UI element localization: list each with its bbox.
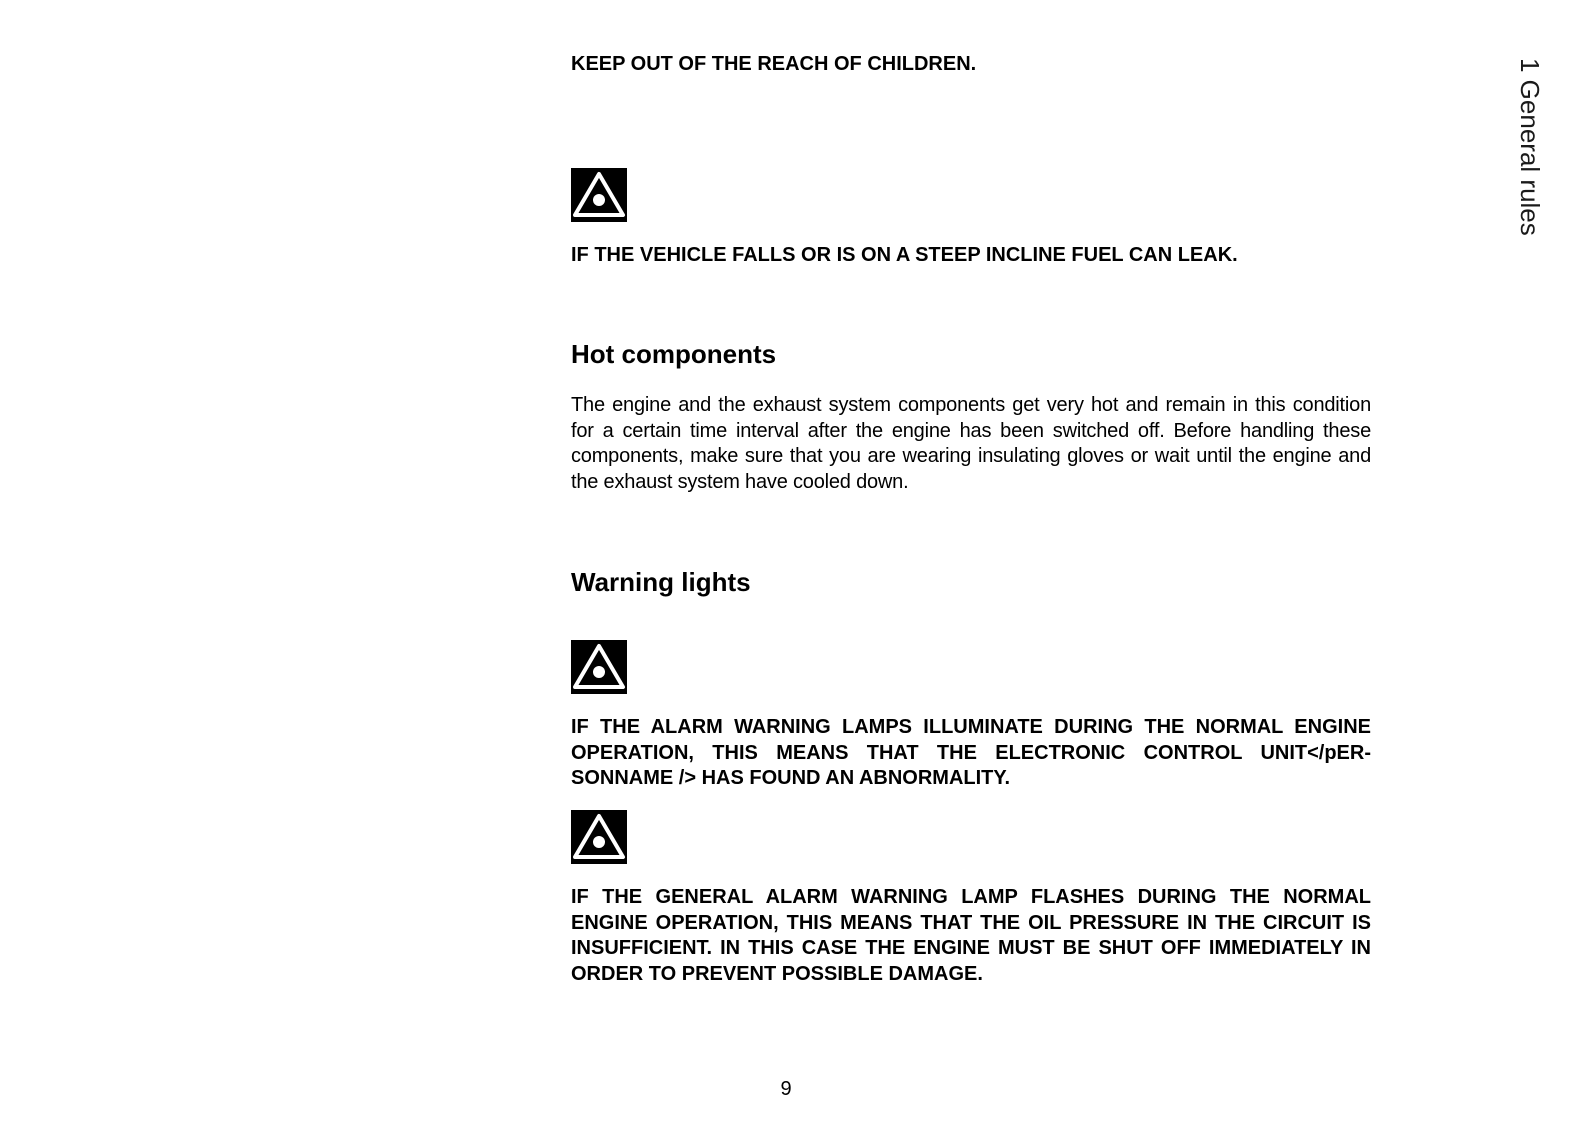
- warning-triangle-icon: [571, 640, 627, 694]
- warning-lights-section: [571, 567, 1371, 597]
- page-number: 9: [780, 1078, 792, 1100]
- children-warning-text: KEEP OUT OF THE REACH OF CHILDREN.: [571, 53, 977, 75]
- chapter-side-label: 1 General rules: [1515, 58, 1545, 236]
- hot-components-body-block: [571, 393, 1371, 495]
- warning-triangle-icon: [571, 810, 627, 864]
- warning-triangle-icon: [571, 168, 627, 222]
- hot-components-heading: Hot components: [571, 339, 777, 369]
- alarm-lamps-warning-text: IF THE ALARM WARNING LAMPS ILLUMINATE DURING THE NORMAL ENGINE OPERATION, THIS MEANS THAT THE ELECTRONIC CONTROL UNIT</pER-SONNAME /> HAS FOUND AN ABNORMALITY.: [571, 716, 1371, 789]
- children-warning-block: [571, 52, 1371, 78]
- oil-pressure-warning-text: IF THE GENERAL ALARM WARNING LAMP FLASHES DURING THE NORMAL ENGINE OPERATION, THIS MEANS THAT THE OIL PRESSURE IN THE CIRCUIT IS INSUFFICIENT. IN THIS CASE THE ENGINE MUST BE SHUT OFF IMMEDIATELY IN ORDER TO PREVENT POSSIBLE DAMAGE.: [571, 886, 1371, 985]
- oil-pressure-warning-block: [571, 885, 1371, 987]
- hot-components-section: [571, 339, 1371, 369]
- warning-lights-heading: Warning lights: [571, 567, 751, 597]
- alarm-lamps-warning-block: [571, 715, 1371, 792]
- fuel-warning-block: [571, 243, 1371, 269]
- hot-components-body: The engine and the exhaust system components get very hot and remain in this condition for a certain time interval after the engine has been switched off. Before handling these components, make sure that you are wearing insulating gloves or wait until the engine and the exhaust system have cooled down.: [571, 394, 1371, 493]
- fuel-warning-text: IF THE VEHICLE FALLS OR IS ON A STEEP INCLINE FUEL CAN LEAK.: [571, 244, 1238, 266]
